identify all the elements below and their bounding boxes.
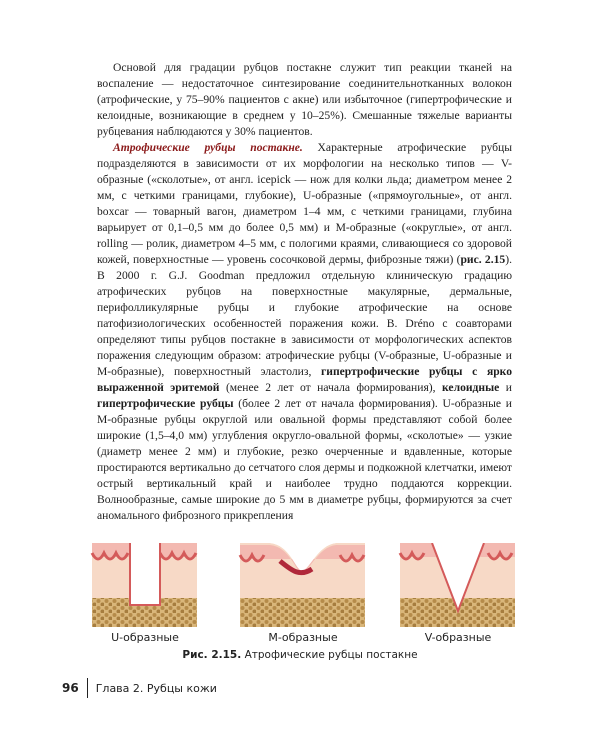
m-shaped-diagram [240, 543, 365, 627]
chapter-title: Глава 2. Рубцы кожи [95, 681, 217, 695]
figure-2-15 [0, 543, 600, 668]
paragraph-1: Основой для градации рубцов постакне служит тип реакции тканей на воспаление — недостаточное синтезирование соединительнотканных волокон (атрофические, у 75–90% пациентов с акне) или избыточное (гипертрофические и келоидные, возникающие в среднем у 10–25%). Смешанные тяжелые варианты рубцевания наблюдаются у 30% пациентов. [97, 61, 512, 138]
main-text [97, 60, 512, 524]
paragraph-2-text-b: ). В 2000 г. G.J. Goodman предложил отдельную клиническую градацию атрофических рубцов на поверхностные макулярные, дермальные, перифолликулярные рубцы и глубокие атрофические на основе патофизиологических особенностей поражения кожи. B. Dréno с соавторами определяют типы рубцов постакне в зависимости от морфологических аспектов поражения следующим образом: атрофические рубцы (V-образные, U-образные и М-образные), поверхностный эластолиз, [97, 253, 512, 378]
figure-reference: рис. 2.15 [460, 253, 506, 266]
hypertrophic-erythema-term: гипертрофические рубцы с ярко выраженной эритемой [97, 365, 512, 394]
paragraph-2-text-e: (более 2 лет от начала формирования). U-образные и М-образные рубцы округлой или овальной формы представляют собой более широкие (1,5–4,0 мм) углубления округло-овальной формы, «сколотые» — узкие (диаметр менее 2 мм) и глубокие, резко очерченные и вдавленные, которые простираются вертикально до сетчатого слоя дермы и подкожной клетчатки, имеют острый вертикальный край и наиболее трудно поддаются коррекции. Волнообразные, самые широкие до 5 мм в диаметре рубцы, формируются за счет аномального фиброзного прикрепления [97, 397, 512, 522]
paragraph-2-text-a: Характерные атрофические рубцы подразделяются в зависимости от их морфологии на несколько типов — V-образные («сколотые», от англ. icepick — нож для колки льда; диаметром менее 2 мм, с четкими границами, глубокие), U-образные («прямоугольные», от англ. boxcar — товарный вагон, диаметром 1–4 мм, с четкими границами, глубина варьирует от 0,1–0,5 мм до более 0,5 мм) и М-образные («округлые», от англ. rolling — ролик, диаметром 4–5 мм, с пологими краями, сливающиеся со здоровой кожей, поверхностные — уровень сосочковой дермы, фиброзные тяжи) ( [97, 141, 512, 266]
footer-divider [87, 678, 88, 698]
m-shaped-label: М-образные [268, 631, 338, 644]
paragraph-2-text-d: и [499, 381, 512, 394]
figure-number: Рис. 2.15. [182, 649, 242, 661]
atrophic-scars-heading: Атрофические рубцы постакне. [113, 141, 303, 154]
page-number: 96 [62, 681, 79, 695]
scar-diagrams [0, 543, 600, 633]
v-shaped-label: V-образные [424, 631, 492, 644]
u-scar-cavity [130, 543, 160, 605]
u-shaped-diagram [92, 543, 197, 627]
page-footer [62, 678, 217, 698]
paragraph-2 [97, 140, 512, 524]
v-shaped-diagram [400, 543, 515, 627]
hypertrophic-term: гипертрофические рубцы [97, 397, 234, 410]
keloid-term: келоидные [442, 381, 500, 394]
figure-caption-text: Атрофические рубцы постакне [241, 649, 418, 661]
paragraph-2-text-c: (менее 2 лет от начала формирования), [219, 381, 443, 394]
u-shaped-label: U-образные [111, 631, 179, 644]
figure-caption [0, 649, 600, 661]
